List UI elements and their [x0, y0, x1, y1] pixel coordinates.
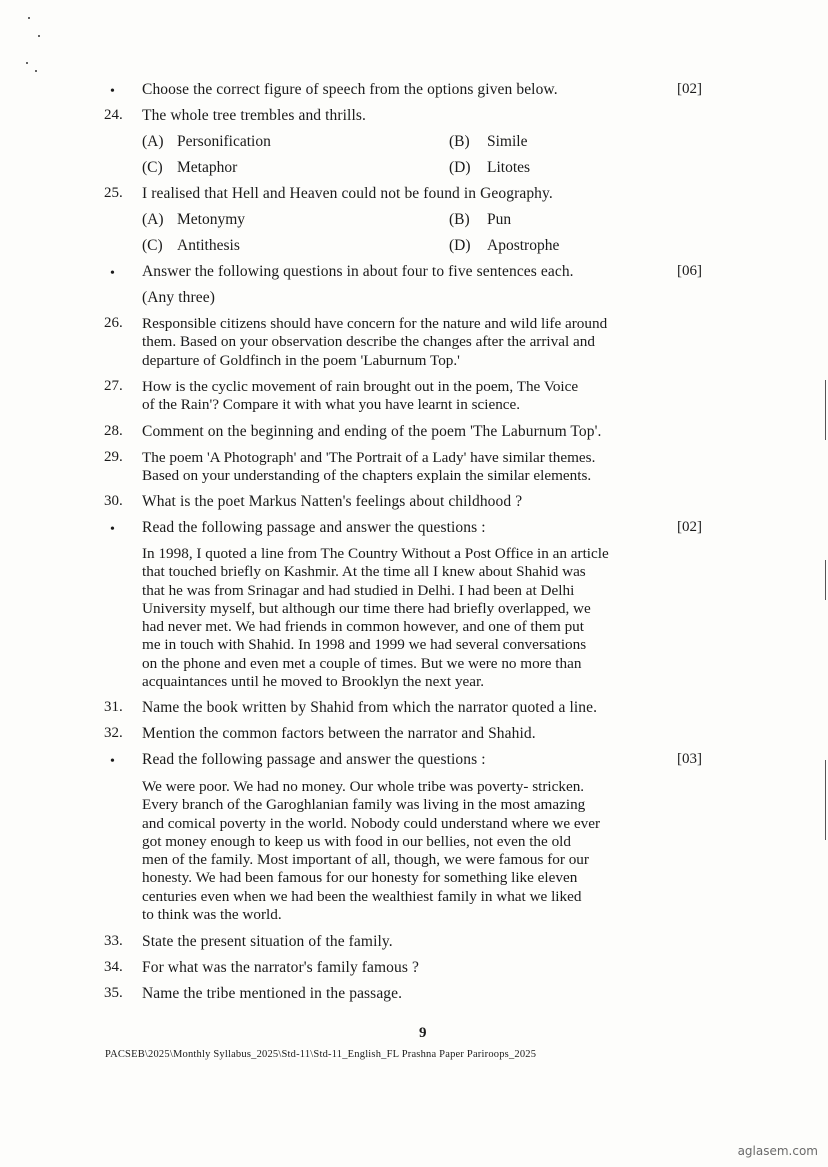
section-instruction: Read the following passage and answer the questions :	[142, 519, 486, 536]
question-text: How is the cyclic movement of rain brought out in the poem, The Voice of the Rain'? Compare it with what you have learnt in science.	[142, 378, 579, 414]
question-text: I realised that Hell and Heaven could not be found in Geography.	[142, 185, 553, 202]
question-number: 30.	[104, 493, 123, 509]
question-number: 35.	[104, 985, 123, 1001]
section-bullet: •	[110, 84, 115, 99]
page-number: 9	[419, 1025, 427, 1041]
question-text: The whole tree trembles and thrills.	[142, 107, 366, 124]
option-label: (C)	[142, 237, 163, 254]
passage: In 1998, I quoted a line from The Country Without a Post Office in an article that touched briefly on Kashmir. At the time all I knew about Shahid was that he was from Srinagar and had studied in Delhi. I had been at Delhi University myself, but although our time there had briefly overlapped, we had never met. We had friends in common however, and one of them put me in touch with Shahid. In 1998 and 1999 we had several conversations on the phone and even met a couple of times. But we were no more than acquaintances until he moved to Brooklyn the next year.	[142, 545, 609, 691]
question-number: 28.	[104, 423, 123, 439]
section-bullet: •	[110, 754, 115, 769]
option-label: (B)	[449, 133, 470, 150]
question-text: State the present situation of the family.	[142, 933, 393, 950]
scan-edge	[825, 560, 826, 600]
question-number: 27.	[104, 378, 123, 394]
question-text: Responsible citizens should have concern for the nature and wild life around them. Based on your observation describe the changes after the arrival and departure of Goldfinch in the poem 'Laburnum Top.'	[142, 315, 608, 369]
question-number: 25.	[104, 185, 123, 201]
watermark: aglasem.com	[737, 1144, 818, 1158]
passage: We were poor. We had no money. Our whole tribe was poverty- stricken. Every branch of the Garoghlanian family was living in the most amazing and comical poverty in the world. Nobody could understand where we ever got money enough to keep us with food in our bellies, not even the old men of the family. Most important of all, though, we were famous for our honesty. We had been famous for our honesty for something like eleven centuries even when we had been the wealthiest family in what we liked to think was the world.	[142, 778, 601, 924]
section-marks: [02]	[677, 81, 702, 97]
question-text: Name the book written by Shahid from which the narrator quoted a line.	[142, 699, 598, 716]
question-text: What is the poet Markus Natten's feelings about childhood ?	[142, 493, 523, 510]
option-label: (B)	[449, 211, 470, 228]
option-text: Antithesis	[177, 237, 240, 254]
option-text: Metaphor	[177, 159, 238, 176]
section-marks: [03]	[677, 751, 702, 767]
option-label: (C)	[142, 159, 163, 176]
scan-speck	[38, 35, 40, 37]
question-text: Comment on the beginning and ending of the poem 'The Laburnum Top'.	[142, 423, 602, 440]
question-number: 34.	[104, 959, 123, 975]
question-text: For what was the narrator's family famous ?	[142, 959, 419, 976]
option-label: (D)	[449, 237, 471, 254]
option-text: Personification	[177, 133, 271, 150]
option-text: Apostrophe	[487, 237, 560, 254]
scan-edge	[825, 380, 826, 440]
scan-edge	[825, 760, 826, 840]
question-number: 31.	[104, 699, 123, 715]
section-marks: [02]	[677, 519, 702, 535]
option-text: Metonymy	[177, 211, 246, 228]
question-number: 29.	[104, 449, 123, 465]
section-subinstruction: (Any three)	[142, 289, 215, 306]
section-instruction: Answer the following questions in about four to five sentences each.	[142, 263, 574, 280]
scan-speck	[35, 70, 37, 72]
question-text: Name the tribe mentioned in the passage.	[142, 985, 403, 1002]
footer-path: PACSEB\2025\Monthly Syllabus_2025\Std-11\Std-11_English_FL Prashna Paper Pariroops_2025	[105, 1049, 537, 1060]
question-number: 33.	[104, 933, 123, 949]
option-text: Pun	[487, 211, 512, 228]
question-text: Mention the common factors between the narrator and Shahid.	[142, 725, 536, 742]
section-bullet: •	[110, 266, 115, 281]
section-marks: [06]	[677, 263, 702, 279]
option-text: Simile	[487, 133, 528, 150]
option-label: (D)	[449, 159, 471, 176]
scan-speck	[28, 17, 30, 19]
section-instruction: Choose the correct figure of speech from the options given below.	[142, 81, 558, 98]
question-number: 26.	[104, 315, 123, 331]
question-number: 32.	[104, 725, 123, 741]
option-label: (A)	[142, 211, 164, 228]
question-text: The poem 'A Photograph' and 'The Portrait of a Lady' have similar themes. Based on your understanding of the chapters explain the similar elements.	[142, 449, 596, 485]
question-number: 24.	[104, 107, 123, 123]
section-instruction: Read the following passage and answer the questions :	[142, 751, 486, 768]
option-label: (A)	[142, 133, 164, 150]
section-bullet: •	[110, 522, 115, 537]
option-text: Litotes	[487, 159, 531, 176]
scan-speck	[26, 62, 28, 64]
